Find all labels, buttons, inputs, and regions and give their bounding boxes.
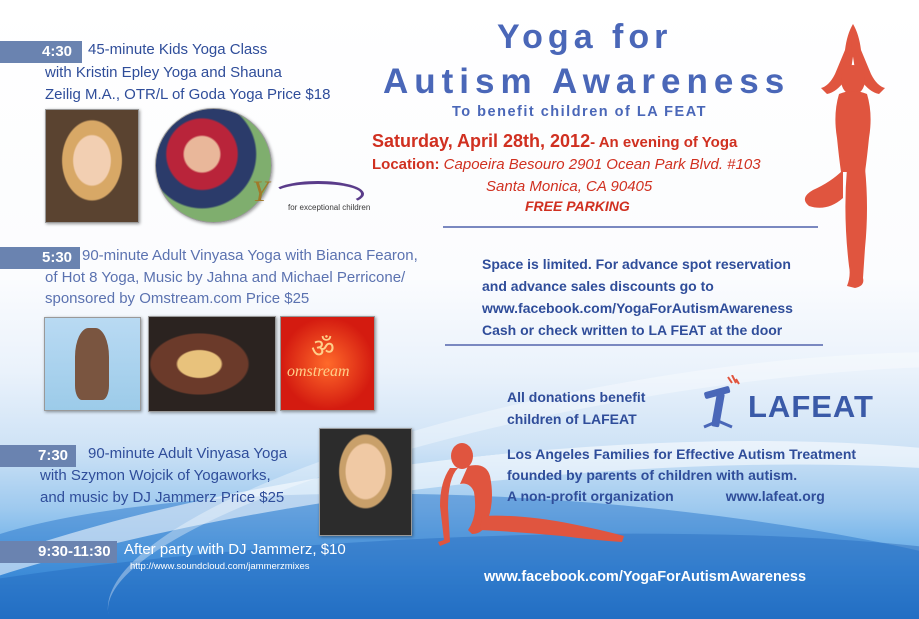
reservation-info [482,253,793,341]
schedule-430-line2: with Kristin Epley Yoga and Shauna [45,64,282,81]
cobra-pose-silhouette-icon [430,438,630,548]
lafeat-website-link[interactable]: www.lafeat.org [725,488,825,504]
lafeat-logo [690,365,874,440]
schedule-530-line1: 90-minute Adult Vinyasa Yoga with Bianca Fearon, [82,247,418,264]
schedule-530-line2: of Hot 8 Yoga, Music by Jahna and Michael Perricone/ [45,269,406,286]
photo-szymon-wojcik [319,428,412,536]
goda-y-glyph: Y [252,175,269,208]
org-line: founded by parents of children with autism. [507,467,798,483]
org-line: Los Angeles Families for Effective Autism Treatment [507,446,857,462]
org-nonprofit: A non-profit organization [507,488,674,504]
donations-line: children of LAFEAT [507,411,637,427]
goda-tagline: for exceptional children [288,203,371,212]
divider [445,344,823,346]
omstream-logo [280,316,375,411]
photo-jahna-michael [148,316,276,412]
event-date [372,131,737,152]
donations-line: All donations benefit [507,389,646,405]
info-facebook-link[interactable]: www.facebook.com/YogaForAutismAwareness [482,300,793,316]
photo-kristin-epley [45,109,139,223]
divider [443,226,818,228]
photo-bianca-fearon [44,317,141,411]
schedule-430-line1: 45-minute Kids Yoga Class [88,41,268,58]
info-line: Cash or check written to LA FEAT at the door [482,322,783,338]
subtitle: To benefit children of LA FEAT [452,104,707,120]
time-tag-730: 7:30 [0,445,76,467]
event-parking: FREE PARKING [525,198,630,214]
event-city: Santa Monica, CA 90405 [486,178,653,195]
location-label: Location: [372,156,440,173]
schedule-930-line1: After party with DJ Jammerz, $10 [124,541,346,558]
event-date-text: Saturday, April 28th, 2012 [372,131,591,151]
time-tag-430: 4:30 [0,41,82,63]
time-tag-530: 5:30 [0,247,80,269]
seated-figure [75,328,109,400]
soundcloud-url: http://www.soundcloud.com/jammerzmixes [130,561,310,572]
lafeat-wordmark: LAFEAT [748,389,874,424]
info-line: Space is limited. For advance spot reservation [482,256,791,272]
schedule-730-line1: 90-minute Adult Vinyasa Yoga [88,445,288,462]
om-icon: ॐ [311,334,335,364]
title-line-2: Autism Awareness [383,62,791,101]
title-line-1: Yoga for [497,18,673,56]
tree-pose-silhouette-icon [795,22,910,292]
info-line: and advance sales discounts go to [482,278,714,294]
schedule-730-line3: and music by DJ Jammerz Price $25 [40,489,285,506]
time-tag-930: 9:30-11:30 [0,541,117,563]
location-value: Capoeira Besouro 2901 Ocean Park Blvd. #103 [443,156,761,173]
lafeat-figure-icon [698,375,740,433]
event-date-suffix: - An evening of Yoga [590,134,738,151]
omstream-wordmark: omstream [287,363,350,380]
donations-text [507,386,645,430]
goda-yoga-logo [252,175,392,215]
footer-facebook-link[interactable]: www.facebook.com/YogaForAutismAwareness [484,569,807,585]
schedule-530-line3: sponsored by Omstream.com Price $25 [45,290,310,307]
event-location [372,156,761,173]
schedule-730-line2: with Szymon Wojcik of Yogaworks, [40,467,271,484]
schedule-430-line3: Zeilig M.A., OTR/L of Goda Yoga Price $18 [45,86,331,103]
